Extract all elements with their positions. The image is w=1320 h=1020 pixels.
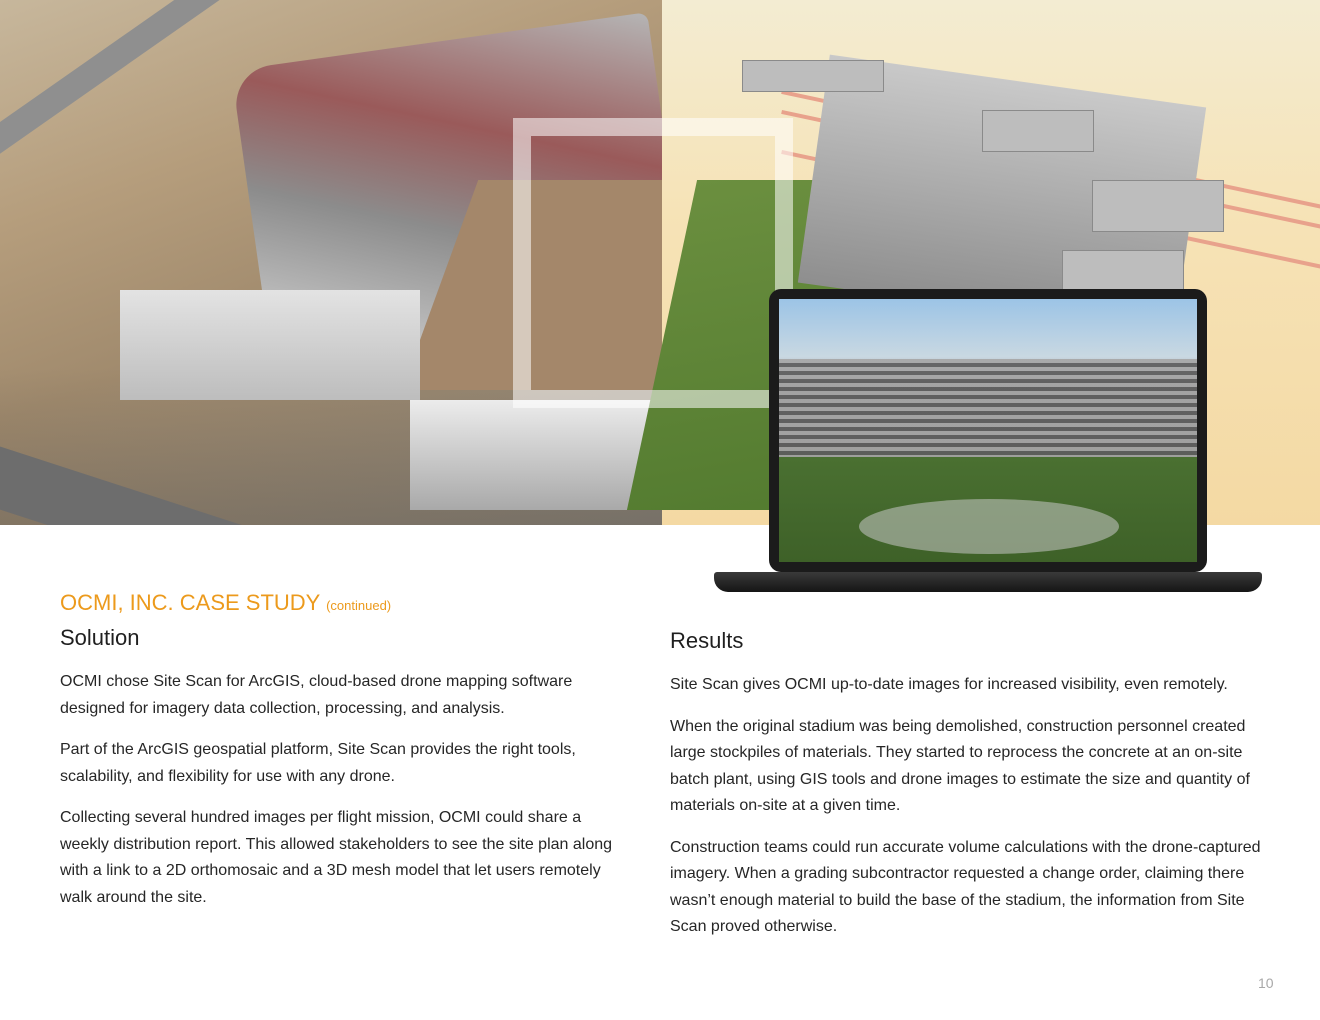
solution-heading: Solution xyxy=(60,625,140,650)
building xyxy=(120,290,420,400)
results-paragraph: Site Scan gives OCMI up-to-date images for increased visibility, even remotely. xyxy=(670,676,1228,693)
results-paragraph: Construction teams could run accurate volume calculations with the drone-captured imagery. When a grading subcontractor requested a change order, claiming there wasn’t enough material to build the base of the stadium, the information from Site Scan proved otherwise. xyxy=(670,838,1261,935)
page-number: 10 xyxy=(1258,975,1274,991)
structure xyxy=(1092,180,1224,232)
field-logo xyxy=(859,499,1119,554)
solution-paragraph: Part of the ArcGIS geospatial platform, Site Scan provides the right tools, scalability, and flexibility for use with any drone. xyxy=(60,741,576,785)
structure xyxy=(742,60,884,92)
results-body xyxy=(670,672,1270,956)
results-heading: Results xyxy=(670,628,744,653)
stadium-seats xyxy=(779,359,1197,459)
laptop-base xyxy=(714,572,1262,592)
solution-body xyxy=(60,669,630,926)
solution-paragraph: Collecting several hundred images per flight mission, OCMI could share a weekly distribution report. This allowed stakeholders to see the site plan along with a link to a 2D orthomosaic and a 3D mesh model that let users remotely walk around the site. xyxy=(60,809,613,906)
case-study-title-text: OCMI, INC. CASE STUDY xyxy=(60,590,320,615)
structure xyxy=(1062,250,1184,292)
structure xyxy=(982,110,1094,152)
case-study-subtitle: (continued) xyxy=(326,598,392,613)
case-study-title xyxy=(60,590,391,616)
solution-paragraph: OCMI chose Site Scan for ArcGIS, cloud-based drone mapping software designed for imagery data collection, processing, and analysis. xyxy=(60,673,573,717)
laptop-display xyxy=(779,299,1197,562)
results-paragraph: When the original stadium was being demolished, construction personnel created large stockpiles of materials. They started to reprocess the concrete at an on-site batch plant, using GIS tools and drone images to estimate the size and quantity of materials on-site at a given time. xyxy=(670,717,1250,814)
frame-outline xyxy=(513,118,793,408)
